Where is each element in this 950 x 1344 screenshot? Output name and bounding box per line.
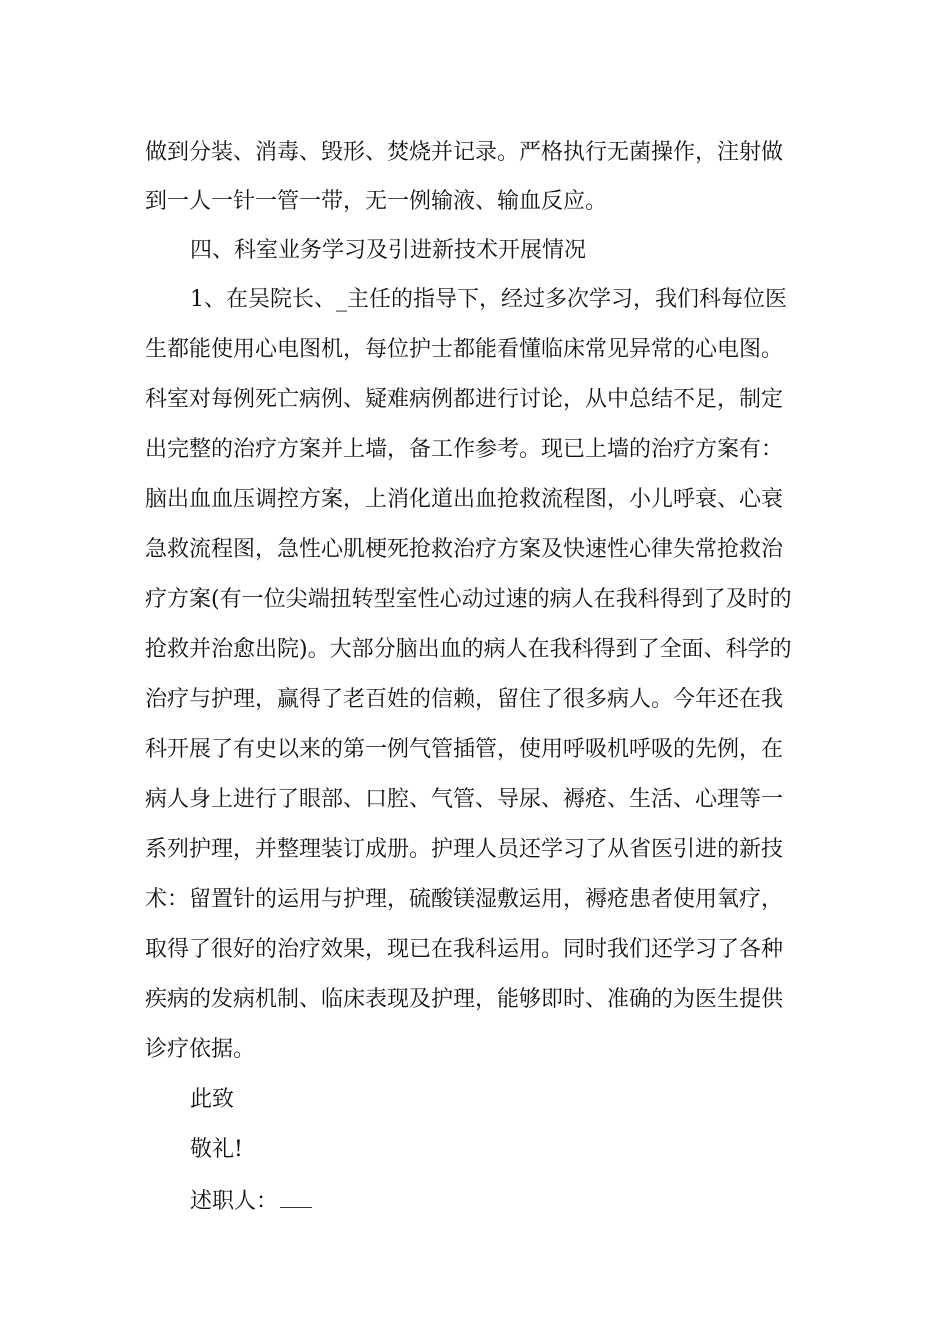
text-line: 科室对每例死亡病例、疑难病例都进行讨论，从中总结不足，制定 xyxy=(145,387,784,412)
section-heading: 四、科室业务学习及引进新技术开展情况 xyxy=(190,238,587,263)
signature-blank xyxy=(280,1185,312,1208)
text-line: 疾病的发病机制、临床表现及护理，能够即时、准确的为医生提供 xyxy=(145,987,784,1012)
text-line: 病人身上进行了眼部、口腔、气管、导尿、褥疮、生活、心理等一 xyxy=(145,787,784,812)
closing-greeting: 此致 xyxy=(190,1087,235,1112)
text-line: 抢救并治愈出院)。大部分脑出血的病人在我科得到了全面、科学的 xyxy=(145,637,792,662)
text-line: 诊疗依据。 xyxy=(145,1037,256,1062)
text-line: 系列护理，并整理装订成册。护理人员还学习了从省医引进的新技 xyxy=(145,837,784,862)
text-line: 急救流程图，急性心肌梗死抢救治疗方案及快速性心律失常抢救治 xyxy=(145,537,784,562)
text-line: 疗方案(有一位尖端扭转型室性心动过速的病人在我科得到了及时的 xyxy=(145,587,792,612)
text-line: 1、在吴院长、_主任的指导下，经过多次学习，我们科每位医 xyxy=(190,287,787,312)
text-line: 取得了很好的治疗效果，现已在我科运用。同时我们还学习了各种 xyxy=(145,937,784,962)
text-line: 到一人一针一管一带，无一例输液、输血反应。 xyxy=(145,189,608,214)
signature-line xyxy=(190,1185,312,1217)
text-line: 出完整的治疗方案并上墙，备工作参考。现已上墙的治疗方案有： xyxy=(145,437,784,462)
signature-label: 述职人： xyxy=(190,1189,279,1214)
closing-salute: 敬礼! xyxy=(190,1137,243,1162)
text-line: 脑出血血压调控方案，上消化道出血抢救流程图，小儿呼衰、心衰 xyxy=(145,487,784,512)
text-line: 治疗与护理，赢得了老百姓的信赖，留住了很多病人。今年还在我 xyxy=(145,687,784,712)
text-line: 生都能使用心电图机，每位护士都能看懂临床常见异常的心电图。 xyxy=(145,337,784,362)
text-line: 科开展了有史以来的第一例气管插管，使用呼吸机呼吸的先例，在 xyxy=(145,737,784,762)
text-line: 做到分装、消毒、毁形、焚烧并记录。严格执行无菌操作，注射做 xyxy=(145,140,784,165)
text-line: 术：留置针的运用与护理，硫酸镁湿敷运用，褥疮患者使用氧疗， xyxy=(145,887,784,912)
